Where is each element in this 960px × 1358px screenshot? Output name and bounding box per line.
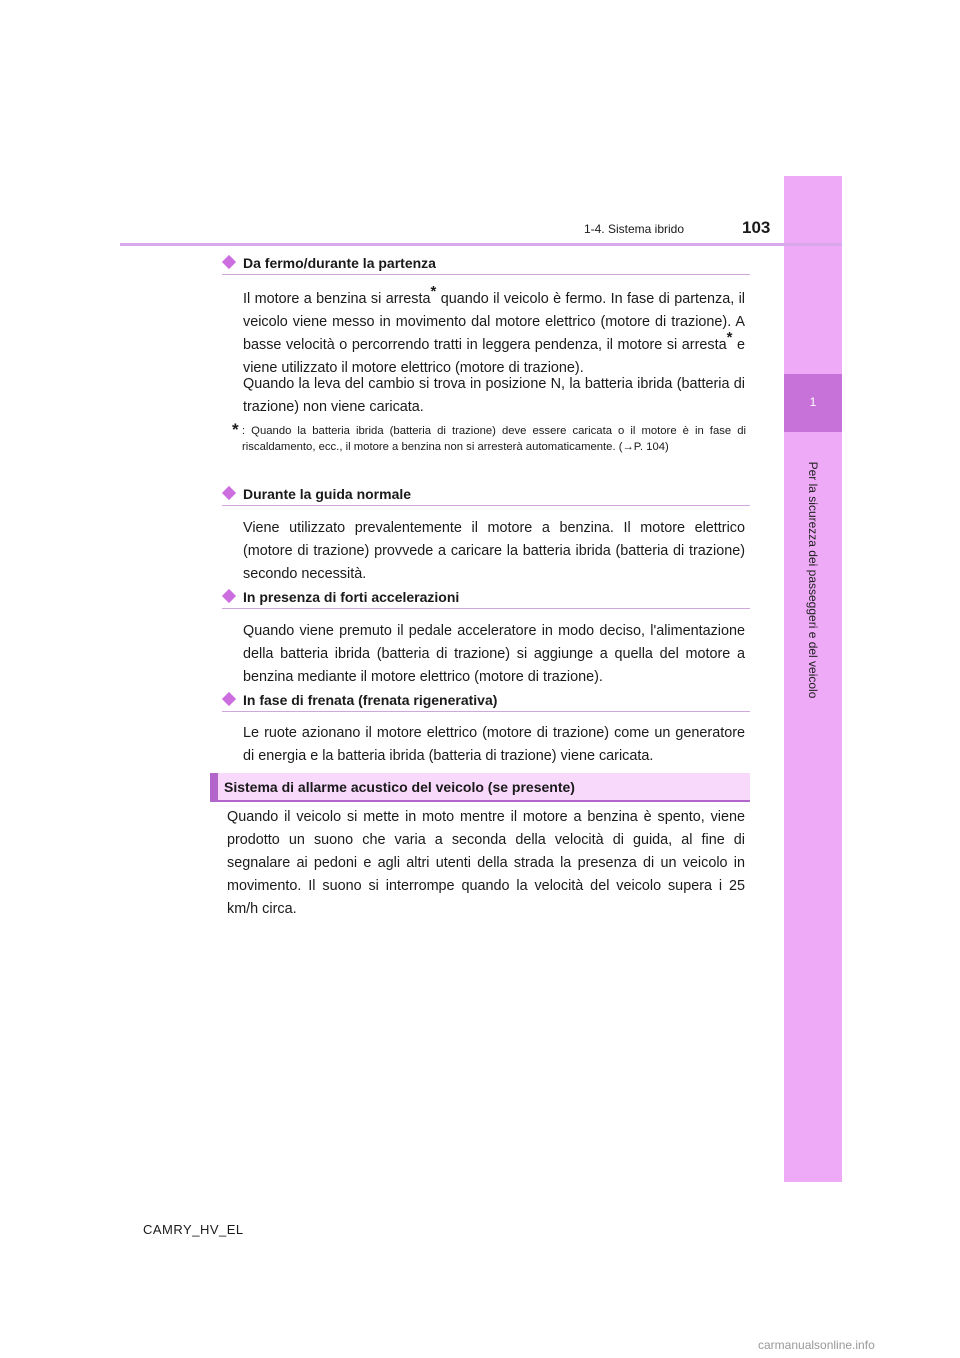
section-heading-braking bbox=[222, 689, 750, 712]
asterisk-marker: * bbox=[430, 283, 437, 300]
alarm-section-heading bbox=[210, 773, 750, 802]
paragraph-braking: Le ruote azionano il motore elettrico (motore di trazione) come un generatore di energia e la batteria ibrida (batteria di trazione) viene caricata. bbox=[243, 725, 745, 764]
header-rule bbox=[120, 243, 842, 246]
section-heading-text: Da fermo/durante la partenza bbox=[243, 255, 436, 271]
alarm-section-heading-text: Sistema di allarme acustico del veicolo (se presente) bbox=[224, 779, 575, 795]
paragraph-alarm: Quando il veicolo si mette in moto mentre il motore a benzina è spento, viene prodotto un suono che varia a seconda della velocità di guida, al fine di segnalare ai pedoni e agli altri utenti della strada la presenza di un veicolo in movimento. Il suono si interrompe quando la velocità del veicolo supera i 25 km/h circa. bbox=[227, 809, 745, 917]
heading-accent-bar bbox=[210, 773, 218, 800]
diamond-icon bbox=[222, 692, 236, 706]
running-header: 1-4. Sistema ibrido bbox=[583, 222, 684, 236]
footnote-asterisk: * bbox=[232, 420, 239, 439]
paragraph-gear-neutral: Quando la leva del cambio si trova in posizione N, la batteria ibrida (batteria di trazione) non viene caricata. bbox=[243, 376, 745, 415]
chapter-title: Per la sicurezza dei passeggeri e del veicolo bbox=[806, 461, 820, 699]
paragraph-standstill: Il motore a benzina si arresta* quando il veicolo è fermo. In fase di partenza, il veicolo viene messo in movimento dal motore elettrico (motore di trazione). A basse velocità o percorrendo tratti in leggera pendenza, il motore si arresta* e viene utilizzato il motore elettrico (motore di trazione). bbox=[243, 283, 745, 376]
diamond-icon bbox=[222, 589, 236, 603]
page-number: 103 bbox=[742, 218, 771, 237]
watermark: carmanualsonline.info bbox=[758, 1338, 875, 1352]
paragraph-normal-driving: Viene utilizzato prevalentemente il motore a benzina. Il motore elettrico (motore di trazione) provvede a caricare la batteria ibrida (batteria di trazione) secondo necessità. bbox=[243, 520, 745, 582]
footnote-text: : Quando la batteria ibrida (batteria di trazione) deve essere caricata o il motore è in fase di riscaldamento, ecc., il motore a benzina non si arresterà automaticamente. (→P. 104) bbox=[242, 425, 746, 453]
section-heading-text: In fase di frenata (frenata rigenerativa) bbox=[243, 692, 498, 708]
section-heading-normal-driving bbox=[222, 483, 750, 506]
asterisk-marker: * bbox=[726, 329, 733, 346]
section-heading-text: Durante la guida normale bbox=[243, 486, 412, 502]
footnote bbox=[232, 420, 746, 455]
diamond-icon bbox=[222, 486, 236, 500]
diamond-icon bbox=[222, 255, 236, 269]
section-heading-text: In presenza di forti accelerazioni bbox=[243, 589, 460, 605]
document-code: CAMRY_HV_EL bbox=[143, 1222, 244, 1237]
section-heading-acceleration bbox=[222, 586, 750, 609]
section-heading-standstill bbox=[222, 252, 750, 275]
chapter-number: 1 bbox=[809, 395, 817, 409]
paragraph-acceleration: Quando viene premuto il pedale acceleratore in modo deciso, l'alimentazione della batteria ibrida (batteria di trazione) si aggiunge a quella del motore a benzina mediante il motore elettrico (motore di trazione). bbox=[243, 623, 745, 685]
